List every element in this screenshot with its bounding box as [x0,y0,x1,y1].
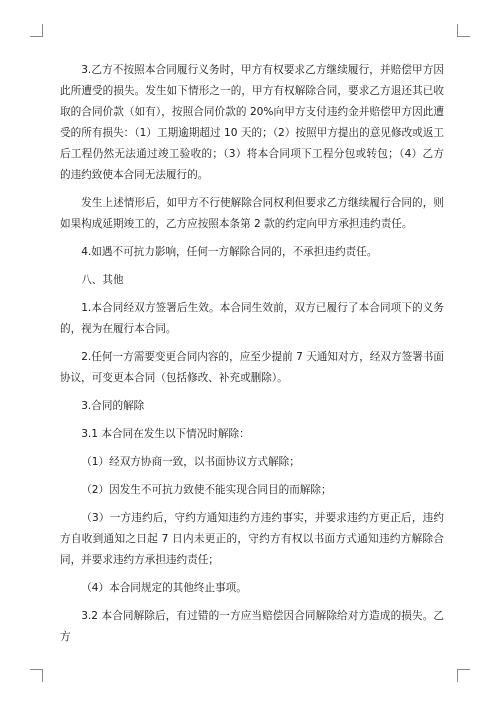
paragraph: 3.合同的解除 [81,400,145,412]
paragraph: 1.本合同经双方签署后生效。本合同生效前，双方已履行了本合同项下的义务的，视为在履行本合同。 [60,302,444,335]
page-corner-mark-top-left [30,24,43,37]
paragraph: 3.1 本合同在发生以下情况时解除： [81,428,250,440]
paragraph: 3.乙方不按照本合同履行义务时，甲方有权要求乙方继续履行，并赔偿甲方因此所遭受的损失。发生如下情形之一的，甲方有权解除合同，要求乙方退还其已收取的合同价款（如有），按照合同价款的 20%向甲方支付违约金并赔偿甲方因此遭受的所有损失：（1）工期逾期超过 10 天的；（2）按照甲方提出的意见修改或返工后工程仍然无法通过竣工验收的；（3）将本合同项下工程分包或转包；（4）乙方的违约致使本合同无法履行的。 [60,64,444,181]
page-corner-mark-top-right [457,24,470,37]
paragraph: 2.任何一方需要变更合同内容的，应至少提前 7 天通知对方，经双方签署书面协议，可变更本合同（包括修改、补充或删除）。 [60,351,444,384]
list-item: （2）因发生不可抗力致使不能实现合同目的而解除； [81,484,332,496]
page-corner-mark-bottom-right [457,669,470,682]
list-item: （1）经双方协商一致，以书面协议方式解除； [81,456,300,468]
paragraph: 3.2 本合同解除后，有过错的一方应当赔偿因合同解除给对方造成的损失。乙方 [60,610,444,643]
section-heading: 八、其他 [81,274,124,286]
page-corner-mark-bottom-left [30,669,43,682]
list-item: （3）一方违约后，守约方通知违约方违约事实，并要求违约方更正后，违约方自收到通知之日起 7 日内未更正的，守约方有权以书面方式通知违约方解除合同，并要求违约方承担违约责任； [60,512,444,566]
list-item: （4）本合同规定的其他终止事项。 [81,582,247,594]
document-body [60,60,444,655]
paragraph: 发生上述情形后，如甲方不行使解除合同权利但要求乙方继续履行合同的，则如果构成延期竣工的，乙方应按照本条第 2 款的约定向甲方承担违约责任。 [60,197,444,230]
paragraph: 4.如遇不可抗力影响，任何一方解除合同的，不承担违约责任。 [81,246,378,258]
